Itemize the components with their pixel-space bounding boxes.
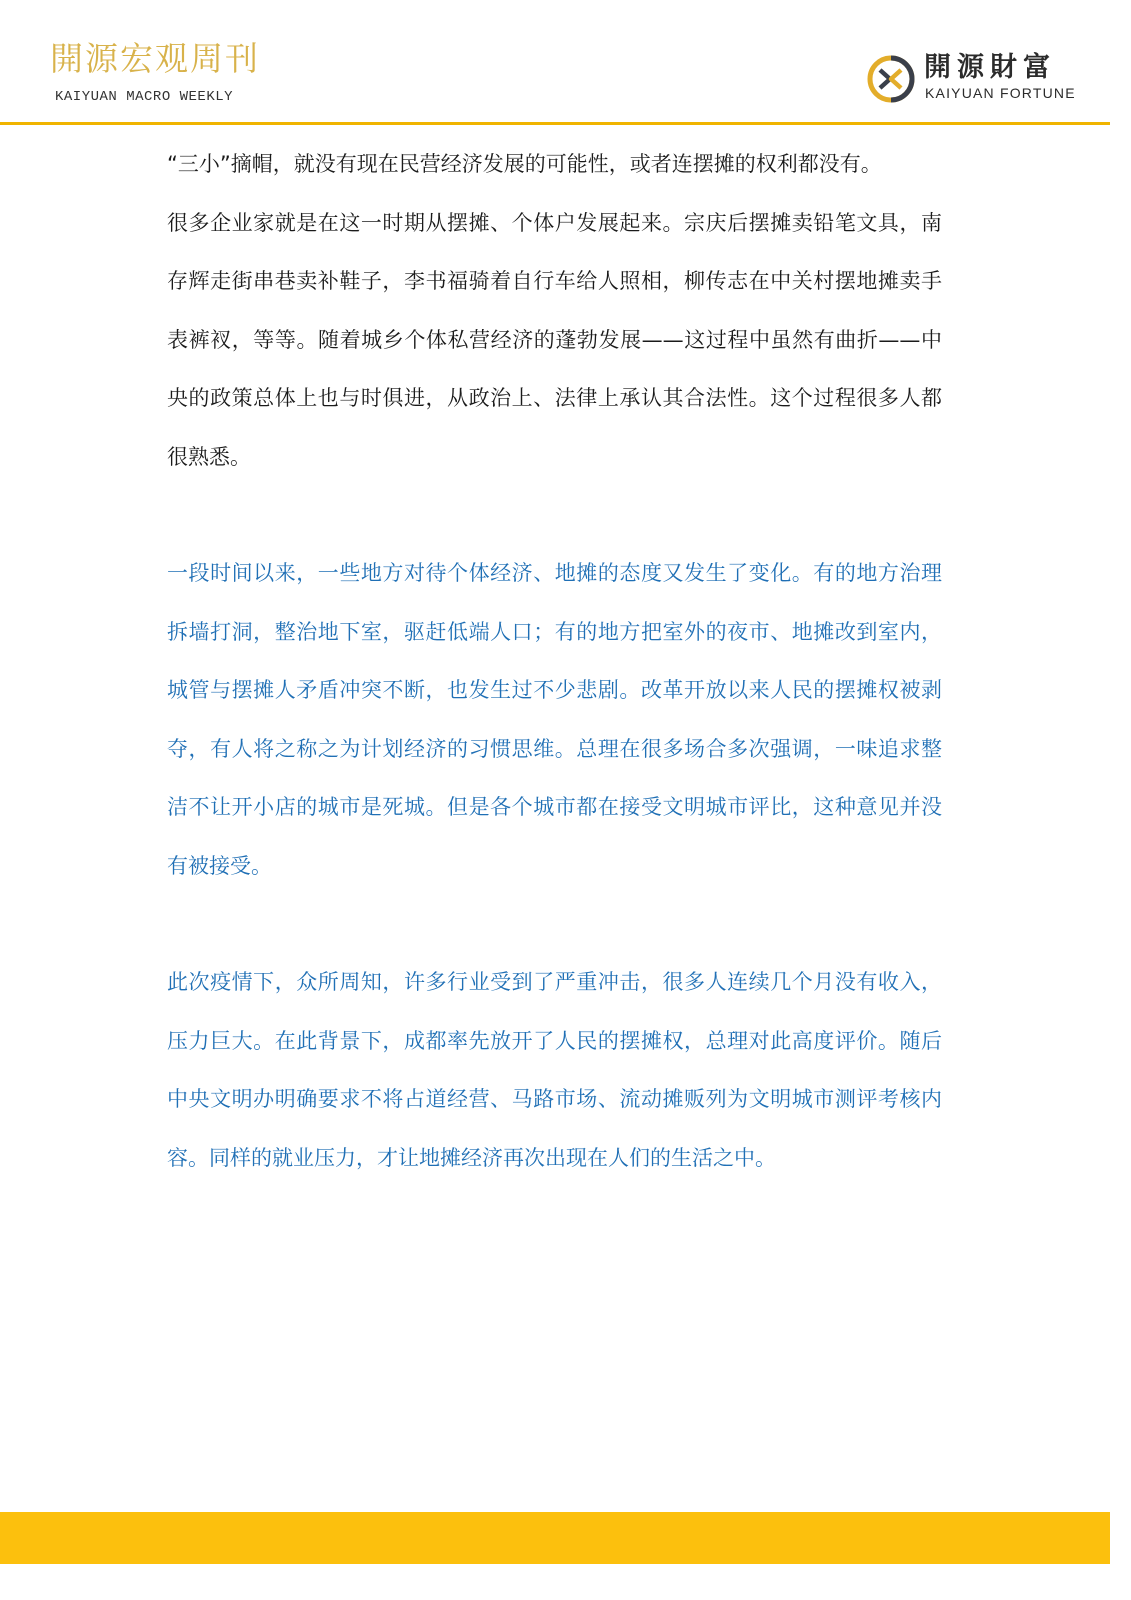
kaiyuan-logo-icon <box>866 54 916 104</box>
footer-bar <box>0 1512 1110 1564</box>
page-header <box>0 0 1131 126</box>
paragraph-spacer <box>167 895 942 953</box>
paragraph: “三小”摘帽，就没有现在民营经济发展的可能性，或者连摆摊的权利都没有。 <box>167 152 882 176</box>
paragraph: 很多企业家就是在这一时期从摆摊、个体户发展起来。宗庆后摆摊卖铅笔文具，南存辉走街串巷卖补鞋子，李书福骑着自行车给人照相，柳传志在中关村摆地摊卖手表裤衩，等等。随着城乡个体私营经济的蓬勃发展——这过程中虽然有曲折——中央的政策总体上也与时俱进，从政治上、法律上承认其合法性。这个过程很多人都很熟悉。 <box>167 210 942 469</box>
logo-name-en: KAIYUAN FORTUNE <box>925 85 1076 101</box>
paragraph-spacer <box>167 486 942 544</box>
header-divider <box>0 122 1110 125</box>
publication-subtitle: KAIYUAN MACRO WEEKLY <box>55 89 234 105</box>
kaiyuan-fortune-logo <box>866 52 1106 108</box>
logo-name-cn: 開源財富 <box>924 52 1056 83</box>
paragraph-highlight: 此次疫情下，众所周知，许多行业受到了严重冲击，很多人连续几个月没有收入，压力巨大。在此背景下，成都率先放开了人民的摆摊权，总理对此高度评价。随后中央文明办明确要求不将占道经营、马路市场、流动摊贩列为文明城市测评考核内容。同样的就业压力，才让地摊经济再次出现在人们的生活之中。 <box>167 970 942 1170</box>
article-body <box>167 135 942 1187</box>
paragraph-highlight: 一段时间以来，一些地方对待个体经济、地摊的态度又发生了变化。有的地方治理拆墙打洞，整治地下室，驱赶低端人口；有的地方把室外的夜市、地摊改到室内，城管与摆摊人矛盾冲突不断，也发生过不少悲剧。改革开放以来人民的摆摊权被剥夺，有人将之称之为计划经济的习惯思维。总理在很多场合多次强调，一味追求整洁不让开小店的城市是死城。但是各个城市都在接受文明城市评比，这种意见并没有被接受。 <box>167 561 942 878</box>
publication-title: 開源宏观周刊 <box>50 39 260 78</box>
